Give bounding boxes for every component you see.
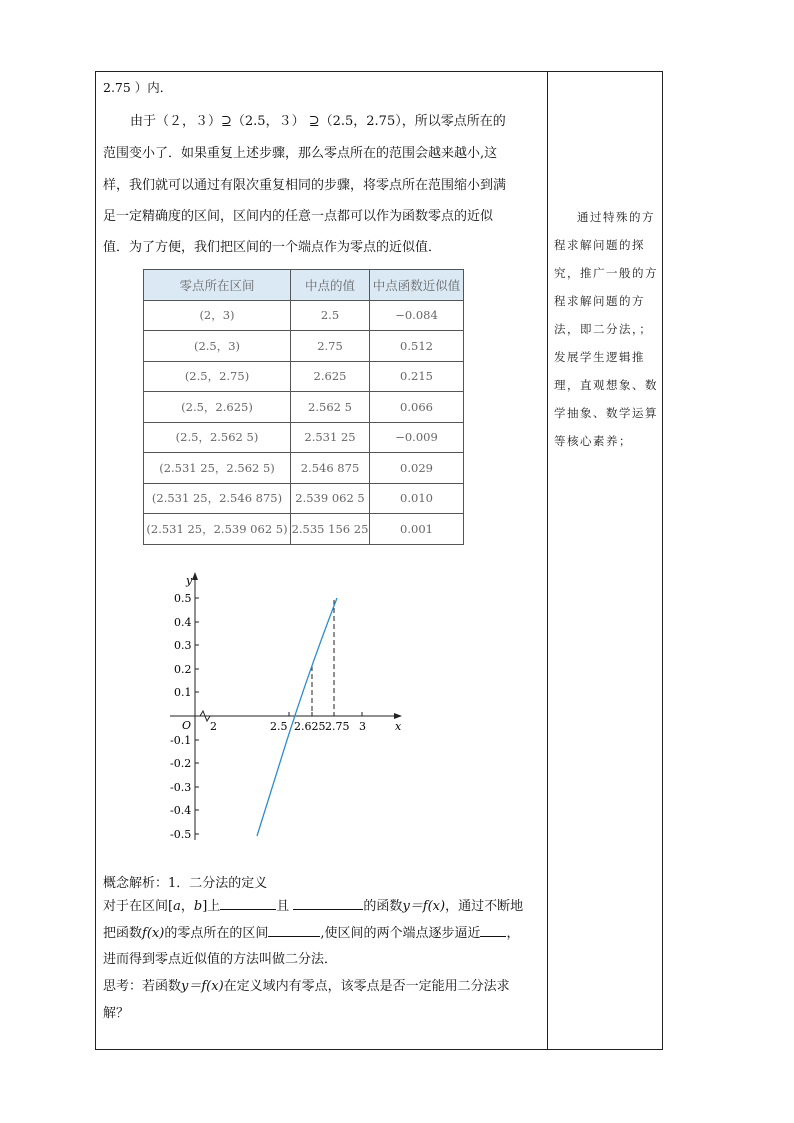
table-row xyxy=(144,331,464,362)
cell: 2.5 xyxy=(291,300,370,331)
table-row xyxy=(144,361,464,392)
cell: 0.029 xyxy=(370,453,464,484)
text-span: 的函数 xyxy=(363,899,403,914)
think-line-2: 解？ xyxy=(103,1006,130,1021)
text-span: 且 xyxy=(276,899,290,914)
text-span: ]上 xyxy=(202,899,221,914)
cell: (2.5，3) xyxy=(144,331,291,362)
y-tick-label: -0.2 xyxy=(170,757,192,770)
text-span: 的零点所在的区间 xyxy=(164,926,269,941)
cell: −0.009 xyxy=(370,422,464,453)
cell: 2.546 875 xyxy=(291,453,370,484)
x-axis-arrow xyxy=(394,713,402,719)
text-span: 在定义域内有零点，该零点是否一定能用二分法求 xyxy=(223,979,510,994)
column-divider xyxy=(547,71,548,1050)
text-span: 思考：若函数 xyxy=(103,979,182,994)
cell: 2.539 062 5 xyxy=(291,483,370,514)
x-tick-label: 2.75 xyxy=(325,720,350,733)
concept-title: 概念解析：1．二分法的定义 xyxy=(103,876,268,891)
cell: (2，3) xyxy=(144,300,291,331)
y-tick-label: -0.5 xyxy=(170,828,192,841)
cell: 2.531 25 xyxy=(291,422,370,453)
function-expr: y＝f(x) xyxy=(181,979,224,994)
text-span: ，通过不断地 xyxy=(445,899,524,914)
y-axis-arrow xyxy=(192,572,198,580)
function-expr: y＝f(x) xyxy=(402,899,446,914)
y-tick-label: 0.2 xyxy=(174,663,192,676)
origin-label: O xyxy=(182,719,192,732)
text-span: 对于在区间[ xyxy=(103,899,174,914)
y-tick-label: -0.3 xyxy=(170,781,192,794)
cell: 2.75 xyxy=(291,331,370,362)
text-span: ， xyxy=(506,926,520,941)
x-tick-label: 2.5 xyxy=(270,720,288,733)
x-tick-label: 2.625 xyxy=(294,720,326,733)
cell: (2.531 25，2.546 875) xyxy=(144,483,291,514)
y-axis-label: y xyxy=(186,574,193,587)
cell: (2.5，2.562 5) xyxy=(144,422,291,453)
x-axis-label: x xyxy=(395,720,402,733)
var-a: a xyxy=(173,899,181,914)
table-row xyxy=(144,300,464,331)
text-span: ， xyxy=(180,899,194,914)
cell: 2.625 xyxy=(291,361,370,392)
fill-blank[interactable] xyxy=(220,898,276,910)
table-row xyxy=(144,453,464,484)
cell: 0.066 xyxy=(370,392,464,423)
concept-line-2 xyxy=(103,922,519,941)
header-interval: 零点所在区间 xyxy=(144,270,291,301)
cell: 2.562 5 xyxy=(291,392,370,423)
cell: (2.5，2.625) xyxy=(144,392,291,423)
cell: (2.531 25，2.562 5) xyxy=(144,453,291,484)
table-row xyxy=(144,422,464,453)
paragraph-line: 范围变小了．如果重复上述步骤，那么零点所在的范围会越来越小,这 xyxy=(103,146,498,161)
paragraph-line: 足一定精确度的区间，区间内的任意一点都可以作为函数零点的近似 xyxy=(103,209,494,224)
fill-blank[interactable] xyxy=(480,925,506,937)
var-b: b xyxy=(193,899,203,914)
table-row xyxy=(144,392,464,423)
cell: 2.535 156 25 xyxy=(291,514,370,545)
sidebar-note: 通过特殊的方程求解问题的探究，推广一般的方程求解问题的方法，即二分法，；发展学生逻辑推理，直观想象、数学抽象、数学运算等核心素养； xyxy=(554,210,658,448)
function-curve xyxy=(257,598,337,836)
function-expr: f(x) xyxy=(142,926,165,941)
y-tick-label: -0.4 xyxy=(170,804,192,817)
cell: 0.512 xyxy=(370,331,464,362)
x-ticks xyxy=(210,712,366,733)
fill-blank[interactable] xyxy=(293,898,363,910)
text-line-1: 2.75 ）内． xyxy=(103,80,173,95)
header-value: 中点函数近似值 xyxy=(370,270,464,301)
y-tick-label: -0.1 xyxy=(170,734,192,747)
function-graph xyxy=(160,568,410,848)
cell: (2.5，2.75) xyxy=(144,361,291,392)
text-span: ,使区间的两个端点逐步逼近 xyxy=(320,926,481,941)
table-row xyxy=(144,483,464,514)
paragraph-line: 由于（２，３）⊇（2.5，３） ⊇（2.5，2.75），所以零点所在的 xyxy=(130,114,506,129)
concept-line-3: 进而得到零点近似值的方法叫做二分法． xyxy=(103,952,338,967)
paragraph-line: 样，我们就可以通过有限次重复相同的步骤，将零点所在范围缩小到满 xyxy=(103,178,507,193)
y-tick-label: 0.1 xyxy=(174,686,192,699)
y-tick-label: 0.3 xyxy=(174,639,192,652)
y-tick-label: 0.4 xyxy=(174,616,192,629)
concept-line-1 xyxy=(103,895,523,914)
cell: 0.215 xyxy=(370,361,464,392)
table-header-row xyxy=(144,270,464,301)
text-span: 把函数 xyxy=(103,926,143,941)
bisection-table xyxy=(143,269,464,545)
fill-blank[interactable] xyxy=(268,925,320,937)
cell: (2.531 25，2.539 062 5) xyxy=(144,514,291,545)
header-midpoint: 中点的值 xyxy=(291,270,370,301)
cell: 0.001 xyxy=(370,514,464,545)
paragraph-line: 值．为了方便，我们把区间的一个端点作为零点的近似值． xyxy=(103,240,442,255)
x-tick-label: 2 xyxy=(210,720,217,733)
cell: 0.010 xyxy=(370,483,464,514)
think-line-1 xyxy=(103,975,510,994)
y-tick-label: 0.5 xyxy=(174,592,192,605)
x-tick-label: 3 xyxy=(359,720,366,733)
cell: −0.084 xyxy=(370,300,464,331)
table-row xyxy=(144,514,464,545)
